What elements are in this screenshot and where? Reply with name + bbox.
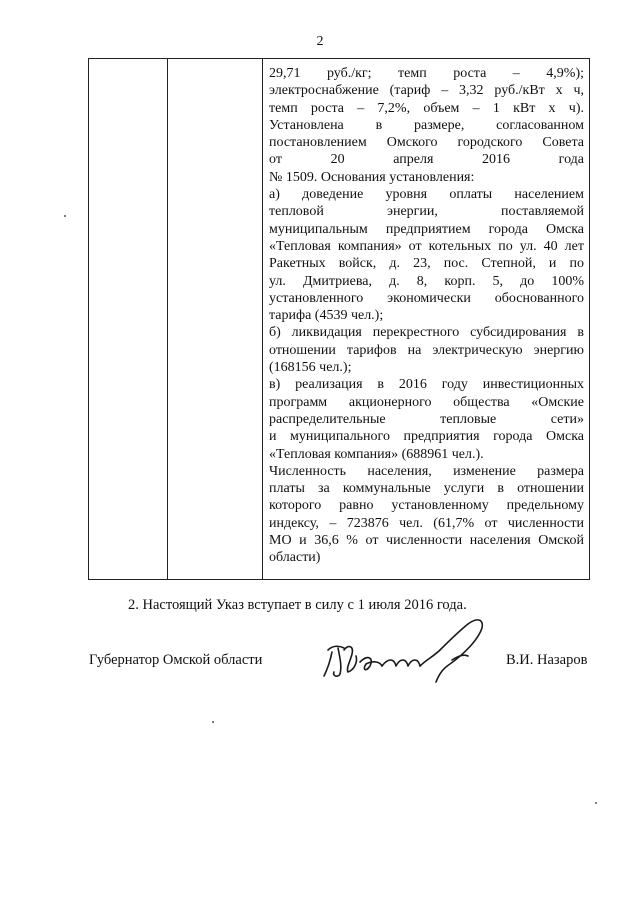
table-cell-line: отношении тарифов на электрическую энергию	[269, 342, 584, 358]
table-column-divider-2	[262, 59, 263, 579]
table-cell-line: области)	[269, 550, 321, 566]
page-number: 2	[316, 34, 324, 49]
table-cell-line: МО и 36,6 % от численности населения Омской	[269, 533, 584, 549]
handwritten-signature	[318, 610, 498, 695]
table-cell-line: платы за коммунальные услуги в отношении	[269, 481, 584, 497]
table-cell-line: постановлением Омского городского Совета	[269, 135, 584, 151]
table-cell-line: б) ликвидация перекрестного субсидирования в	[269, 325, 584, 341]
signatory-name: В.И. Назаров	[506, 652, 588, 668]
table-cell-line: которого равно установленному предельному	[269, 498, 584, 514]
table-cell-line: «Тепловая компания» от котельных по ул. 40 лет	[269, 238, 584, 254]
table-cell-line: темп роста – 7,2%, объем – 1 кВт х ч).	[269, 100, 584, 116]
table-cell-line: электроснабжение (тариф – 3,32 руб./кВт х ч,	[269, 83, 584, 99]
signatory-title: Губернатор Омской области	[89, 652, 263, 668]
table-cell-line: и муниципального предприятия города Омска	[269, 429, 584, 445]
table-cell-line: Установлена в размере, согласованном	[269, 117, 584, 133]
table-cell-line: от 20 апреля 2016 года	[269, 152, 584, 168]
table-cell-line: распределительные тепловые сети»	[269, 411, 584, 427]
table-cell-line: № 1509. Основания установления:	[269, 169, 475, 185]
table-cell-line: муниципальным предприятием города Омска	[269, 221, 584, 237]
table-cell-line: установленного экономически обоснованного	[269, 290, 584, 306]
table-cell-line: «Тепловая компания» (688961 чел.).	[269, 446, 484, 462]
table-cell-line: ул. Дмитриева, д. 8, корп. 5, до 100%	[269, 273, 584, 289]
table-cell-line: Численность населения, изменение размера	[269, 463, 584, 479]
scan-speck	[595, 802, 597, 804]
table-cell-line: 29,71 руб./кг; темп роста – 4,9%);	[269, 66, 584, 81]
table-cell-line: Ракетных войск, д. 23, пос. Степной, и по	[269, 256, 584, 272]
table-cell-line: (168156 чел.);	[269, 360, 352, 376]
scan-speck	[64, 215, 66, 217]
table-column-divider-1	[167, 59, 168, 579]
scan-speck	[212, 721, 214, 723]
paragraph-2: 2. Настоящий Указ вступает в силу с 1 июля 2016 года.	[128, 597, 467, 613]
table-cell-text	[269, 65, 584, 567]
table-cell-line: а) доведение уровня оплаты населением	[269, 187, 584, 203]
table-cell-line: в) реализация в 2016 году инвестиционных	[269, 377, 584, 393]
table-cell-line: программ акционерного общества «Омские	[269, 394, 584, 410]
table-cell-line: тарифа (4539 чел.);	[269, 308, 384, 324]
table-cell-line: тепловой энергии, поставляемой	[269, 204, 584, 220]
table-cell-line: индексу, – 723876 чел. (61,7% от численности	[269, 515, 584, 531]
